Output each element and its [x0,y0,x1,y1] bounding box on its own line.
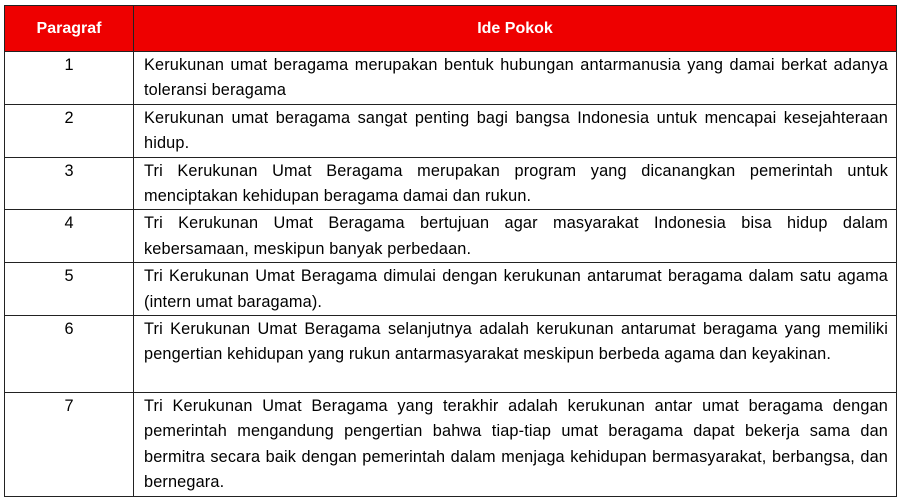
table-row [5,52,897,105]
header-paragraf: Paragraf [5,6,134,52]
table-row [5,263,897,316]
paragraf-number: 5 [5,263,134,316]
paragraf-number: 4 [5,210,134,263]
paragraf-number: 7 [5,393,134,497]
ide-pokok-text: Tri Kerukunan Umat Beragama yang terakhir adalah kerukunan antar umat beragama dengan pemerintah mengandung pengertian bahwa tiap-tiap umat beragama dapat bekerja sama dan bermitra secara baik dengan pemerintah dalam menjaga kehidupan bermasyarakat, berbangsa, dan bernegara. [134,393,897,497]
table-row [5,104,897,157]
ide-pokok-text: Kerukunan umat beragama sangat penting bagi bangsa Indonesia untuk mencapai kesejahteraan hidup. [134,104,897,157]
table-row [5,210,897,263]
ide-pokok-text: Tri Kerukunan Umat Beragama selanjutnya adalah kerukunan antarumat beragama yang memiliki pengertian kehidupan yang rukun antarmasyarakat meskipun berbeda agama dan keyakinan. [134,316,897,393]
ide-pokok-table [4,5,897,497]
header-ide-pokok: Ide Pokok [134,6,897,52]
paragraf-number: 3 [5,157,134,210]
ide-pokok-text: Kerukunan umat beragama merupakan bentuk hubungan antarmanusia yang damai berkat adanya toleransi beragama [134,52,897,105]
ide-pokok-text: Tri Kerukunan Umat Beragama dimulai dengan kerukunan antarumat beragama dalam satu agama (intern umat baragama). [134,263,897,316]
paragraf-number: 2 [5,104,134,157]
paragraf-number: 1 [5,52,134,105]
ide-pokok-text: Tri Kerukunan Umat Beragama merupakan program yang dicanangkan pemerintah untuk menciptakan kehidupan beragama damai dan rukun. [134,157,897,210]
table-row [5,157,897,210]
paragraf-number: 6 [5,316,134,393]
table-header-row [5,6,897,52]
table-row [5,393,897,497]
ide-pokok-text: Tri Kerukunan Umat Beragama bertujuan agar masyarakat Indonesia bisa hidup dalam kebersamaan, meskipun banyak perbedaan. [134,210,897,263]
table-row [5,316,897,393]
